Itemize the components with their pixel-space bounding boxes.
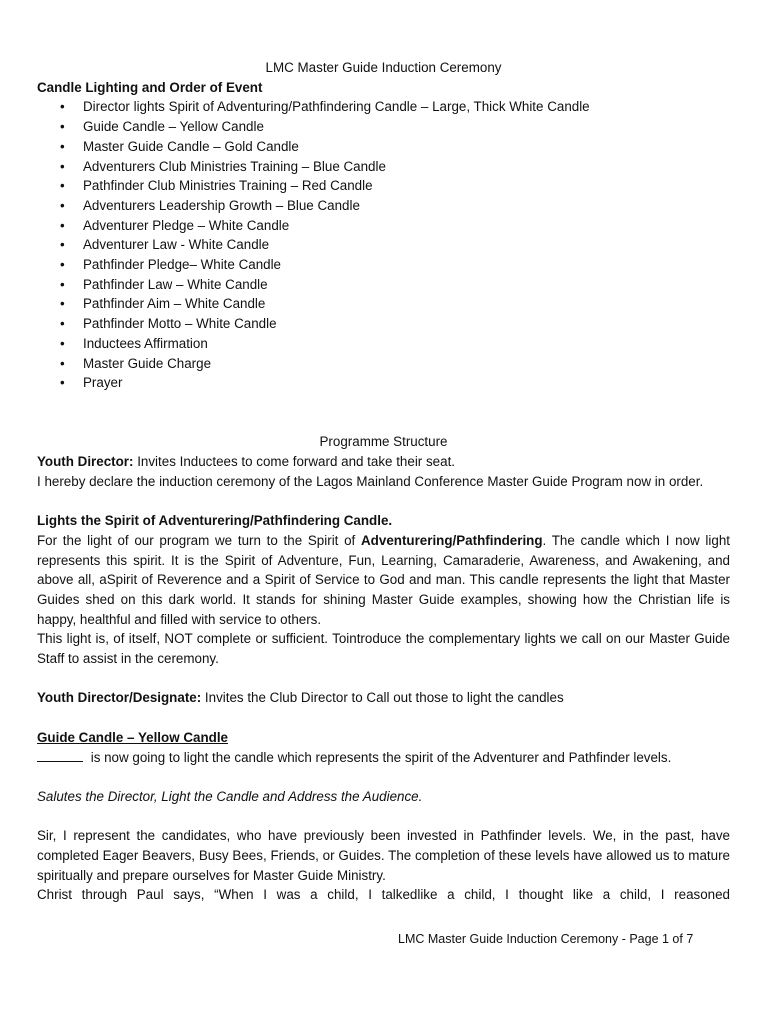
list-item: • Pathfinder Motto – White Candle [37,314,730,334]
list-item: • Adventurers Leadership Growth – Blue Candle [37,196,730,216]
spacer [37,669,730,689]
lights-spirit-heading: Lights the Spirit of Adventurering/Pathfindering Candle. [37,513,393,529]
spacer [37,708,730,728]
designate-line [37,688,730,708]
designate-text: Invites the Club Director to Call out those to light the candles [201,690,564,706]
list-item: • Adventurer Law - White Candle [37,235,730,255]
salutes-instruction: Salutes the Director, Light the Candle and Address the Audience. [37,788,423,804]
list-item: • Pathfinder Pledge– White Candle [37,255,730,275]
complementary-lights-paragraph: This light is, of itself, NOT complete or sufficient. Tointroduce the complementary lights we call on our Master Guide Staff to assist in the ceremony. [37,631,730,667]
guide-candle-text: is now going to light the candle which represents the spirit of the Adventurer and Pathfinder levels. [87,749,672,765]
list-item: • Pathfinder Law – White Candle [37,275,730,295]
order-of-event-list [37,97,730,393]
page-footer: LMC Master Guide Induction Ceremony - Page 1 of 7 [398,932,694,946]
youth-director-text: Invites Inductees to come forward and take their seat. [133,454,456,470]
spirit-paragraph [37,531,730,630]
spacer [37,767,730,787]
list-item: • Guide Candle – Yellow Candle [37,117,730,137]
list-item: • Master Guide Charge [37,354,730,374]
candidates-paragraph: Sir, I represent the candidates, who have previously been invested in Pathfinder levels. We, in the past, have completed Eager Beavers, Busy Bees, Friends, or Guides. The completion of these levels have allowed us to mature spiritually and prepare ourselves for Master Guide Ministry. [37,828,730,883]
list-item: • Inductees Affirmation [37,334,730,354]
list-item: • Pathfinder Club Ministries Training – Red Candle [37,176,730,196]
spirit-paragraph-bold: Adventurering/Pathfindering [361,532,543,548]
guide-candle-heading: Guide Candle – Yellow Candle [37,729,228,745]
list-item: • Adventurer Pledge – White Candle [37,216,730,236]
spacer [37,807,730,827]
designate-label: Youth Director/Designate: [37,690,202,706]
document-title: LMC Master Guide Induction Ceremony [265,60,502,75]
guide-candle-line [37,748,730,768]
list-item: • Master Guide Candle – Gold Candle [37,137,730,157]
list-item: • Director lights Spirit of Adventuring/Pathfindering Candle – Large, Thick White Candle [37,97,730,117]
declaration-paragraph: I hereby declare the induction ceremony of the Lagos Mainland Conference Master Guide Program now in order. [37,473,704,489]
programme-structure-heading: Programme Structure [319,434,448,450]
document-body [37,58,730,905]
spirit-paragraph-intro: For the light of our program we turn to the Spirit of [37,532,362,548]
list-item: • Prayer [37,373,730,393]
scripture-paragraph: Christ through Paul says, “When I was a child, I talkedlike a child, I thought like a child, I reasoned [37,887,730,903]
list-item: • Adventurers Club Ministries Training – Blue Candle [37,157,730,177]
list-item: • Pathfinder Aim – White Candle [37,294,730,314]
name-blank-line [37,749,83,762]
section-heading-candle-lighting: Candle Lighting and Order of Event [37,79,263,95]
youth-director-label: Youth Director: [37,454,134,470]
spacer [37,393,730,432]
spirit-paragraph-rest: . The candle which I now light represents this spirit. It is the Spirit of Adventure, Fun, Learning, Camaraderie, Awareness, and Awakening, and above all, aSpirit of Reverence and a Spirit of Service to God and man. This candle represents the light that Master Guides shed on this dark world. It stands for shining Master Guide examples, showing how the Christian life is happy, healthful and filled with service to others. [37,532,730,627]
youth-director-line [37,452,730,472]
spacer [37,491,730,511]
